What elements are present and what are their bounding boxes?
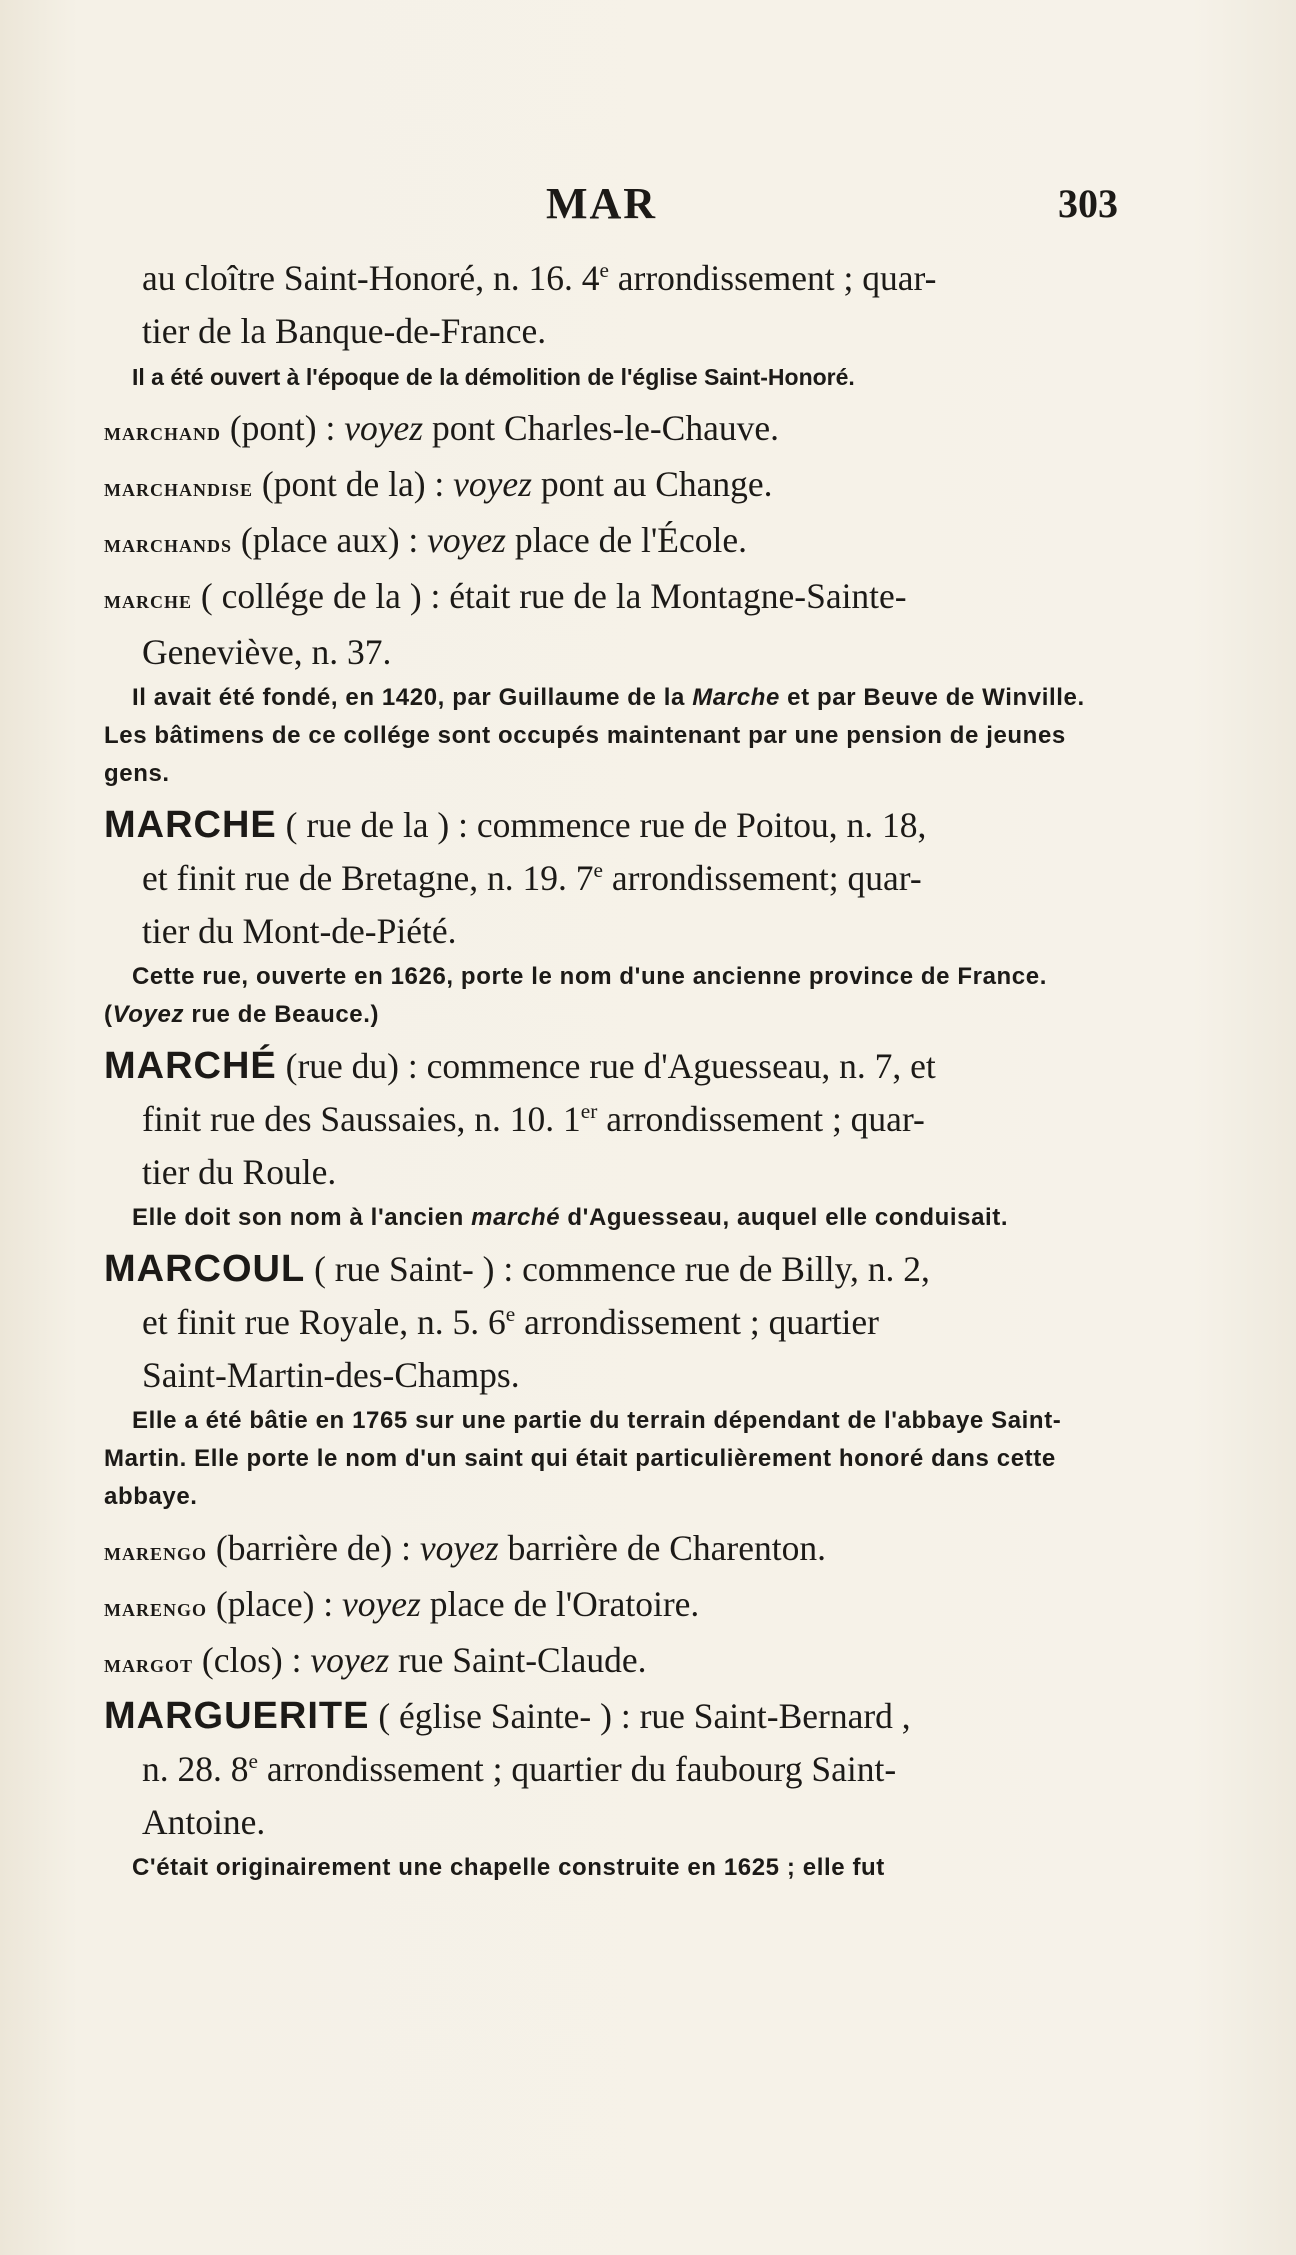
page-body xyxy=(104,252,1124,1893)
running-header xyxy=(0,178,1296,234)
entry-text-italic: voyez xyxy=(419,1528,499,1568)
entry-text: (place) : xyxy=(207,1584,343,1624)
note-text-italic: Marche xyxy=(692,684,780,711)
note-text: Elle doit son nom à l'ancien xyxy=(132,1204,472,1231)
entry-text: ( rue Saint- ) : commence rue de Billy, n. 2, xyxy=(305,1249,930,1289)
entry-text: tier du Mont-de-Piété. xyxy=(142,911,457,951)
entry-text-italic: voyez xyxy=(427,520,506,560)
entry-text: Saint-Martin-des-Champs. xyxy=(142,1355,520,1395)
entry-text: pont au Change. xyxy=(531,464,773,504)
entry-text-italic: voyez xyxy=(344,408,424,448)
entry-note: Elle a été bâtie en 1765 sur une partie du terrain dépendant de l'abbaye Saint-Martin. Elle porte le nom d'un saint qui était particulièrement honoré dans cette abbaye. xyxy=(104,1407,1062,1510)
headword: marengo xyxy=(104,1537,207,1566)
entry-text-italic: voyez xyxy=(342,1584,421,1624)
entry-text: barrière de Charenton. xyxy=(498,1528,826,1568)
entry-marchand xyxy=(104,402,1124,458)
entry-text: ( église Sainte- ) : rue Saint-Bernard , xyxy=(369,1696,911,1736)
entry-marengo-place xyxy=(104,1578,1124,1634)
entry-marcoul xyxy=(104,1243,1124,1402)
entry-text: (place aux) : xyxy=(232,520,428,560)
entry-text: Geneviève, n. 37. xyxy=(142,632,392,672)
entry-text: arrondissement ; quartier du faubourg Saint- xyxy=(257,1749,897,1789)
entry-text: finit rue des Saussaies, n. 10. 1 xyxy=(142,1099,581,1139)
ordinal-sup: er xyxy=(580,1099,598,1124)
headword: margot xyxy=(104,1649,193,1678)
entry-note: C'était originairement une chapelle construite en 1625 ; elle fut xyxy=(132,1854,885,1881)
entry-marche-college xyxy=(104,570,1124,679)
entry-note xyxy=(104,679,1124,793)
ordinal-sup: e xyxy=(599,258,609,283)
entry-text: rue Saint-Claude. xyxy=(389,1640,647,1680)
entry-text: et finit rue de Bretagne, n. 19. 7 xyxy=(142,858,594,898)
headword: marchands xyxy=(104,529,232,558)
entry-text: Antoine. xyxy=(142,1802,266,1842)
note-text: et par Beuve de Winville. Les bâtimens de ce collége sont occupés maintenant par une pension de jeunes gens. xyxy=(104,684,1085,787)
entry-text: place de l'École. xyxy=(506,520,747,560)
entry-text: (pont de la) : xyxy=(253,464,454,504)
entry-note xyxy=(104,958,1124,1034)
entry-text: (barrière de) : xyxy=(207,1528,420,1568)
entry-marche-rue-du xyxy=(104,1040,1124,1199)
entry-marche-rue xyxy=(104,799,1124,958)
note-text: d'Aguesseau, auquel elle conduisait. xyxy=(560,1204,1009,1231)
headword: MARGUERITE xyxy=(104,1695,370,1737)
headword: marchand xyxy=(104,417,221,446)
headword: marengo xyxy=(104,1593,207,1622)
ordinal-sup: e xyxy=(248,1749,258,1774)
entry-text: n. 28. 8 xyxy=(142,1749,249,1789)
page-number: 303 xyxy=(1058,181,1118,226)
entry-text-italic: voyez xyxy=(310,1640,390,1680)
entry-text: place de l'Oratoire. xyxy=(420,1584,700,1624)
note-text: Il avait été fondé, en 1420, par Guillaume de la xyxy=(132,684,693,711)
headword: MARCOUL xyxy=(104,1248,306,1290)
entry-text: (rue du) : commence rue d'Aguesseau, n. 7, et xyxy=(276,1046,936,1086)
headword: MARCHÉ xyxy=(104,1045,277,1087)
running-title: MAR xyxy=(546,179,658,228)
entry-marchandise xyxy=(104,458,1124,514)
note-text-italic: Voyez xyxy=(112,1001,185,1028)
entry-text: au cloître Saint-Honoré, n. 16. 4 xyxy=(142,258,600,298)
ordinal-sup: e xyxy=(505,1302,516,1327)
entry-text: arrondissement ; quartier xyxy=(515,1302,880,1342)
note-text: Cette rue, ouverte en 1626, porte le nom d'une ancienne province de France. ( xyxy=(104,963,1047,1028)
entry-continuation xyxy=(104,252,1124,358)
entry-text-italic: voyez xyxy=(453,464,532,504)
entry-text: tier du Roule. xyxy=(142,1152,337,1192)
headword: marchandise xyxy=(104,473,254,502)
entry-text: pont Charles-le-Chauve. xyxy=(423,408,779,448)
entry-note xyxy=(104,1199,1124,1237)
entry-note: Il a été ouvert à l'époque de la démolition de l'église Saint-Honoré. xyxy=(132,364,855,390)
entry-text: ( collége de la ) : était rue de la Montagne-Sainte- xyxy=(192,576,907,616)
headword: MARCHE xyxy=(104,804,277,846)
ordinal-sup: e xyxy=(593,858,603,883)
entry-text: (pont) : xyxy=(220,408,345,448)
entry-text: arrondissement ; quar- xyxy=(608,258,937,298)
entry-margot xyxy=(104,1634,1124,1690)
entry-marchands xyxy=(104,514,1124,570)
entry-marguerite xyxy=(104,1690,1124,1849)
entry-text: et finit rue Royale, n. 5. 6 xyxy=(142,1302,506,1342)
entry-text: tier de la Banque-de-France. xyxy=(142,311,547,351)
headword: marche xyxy=(104,585,192,614)
note-text: rue de Beauce.) xyxy=(184,1001,380,1028)
entry-marengo-barriere xyxy=(104,1522,1124,1578)
note-text-italic: marché xyxy=(471,1204,561,1231)
entry-text: arrondissement ; quar- xyxy=(597,1099,925,1139)
entry-text: ( rue de la ) : commence rue de Poitou, n. 18, xyxy=(276,805,927,845)
entry-text: (clos) : xyxy=(193,1640,311,1680)
entry-text: arrondissement; quar- xyxy=(602,858,922,898)
